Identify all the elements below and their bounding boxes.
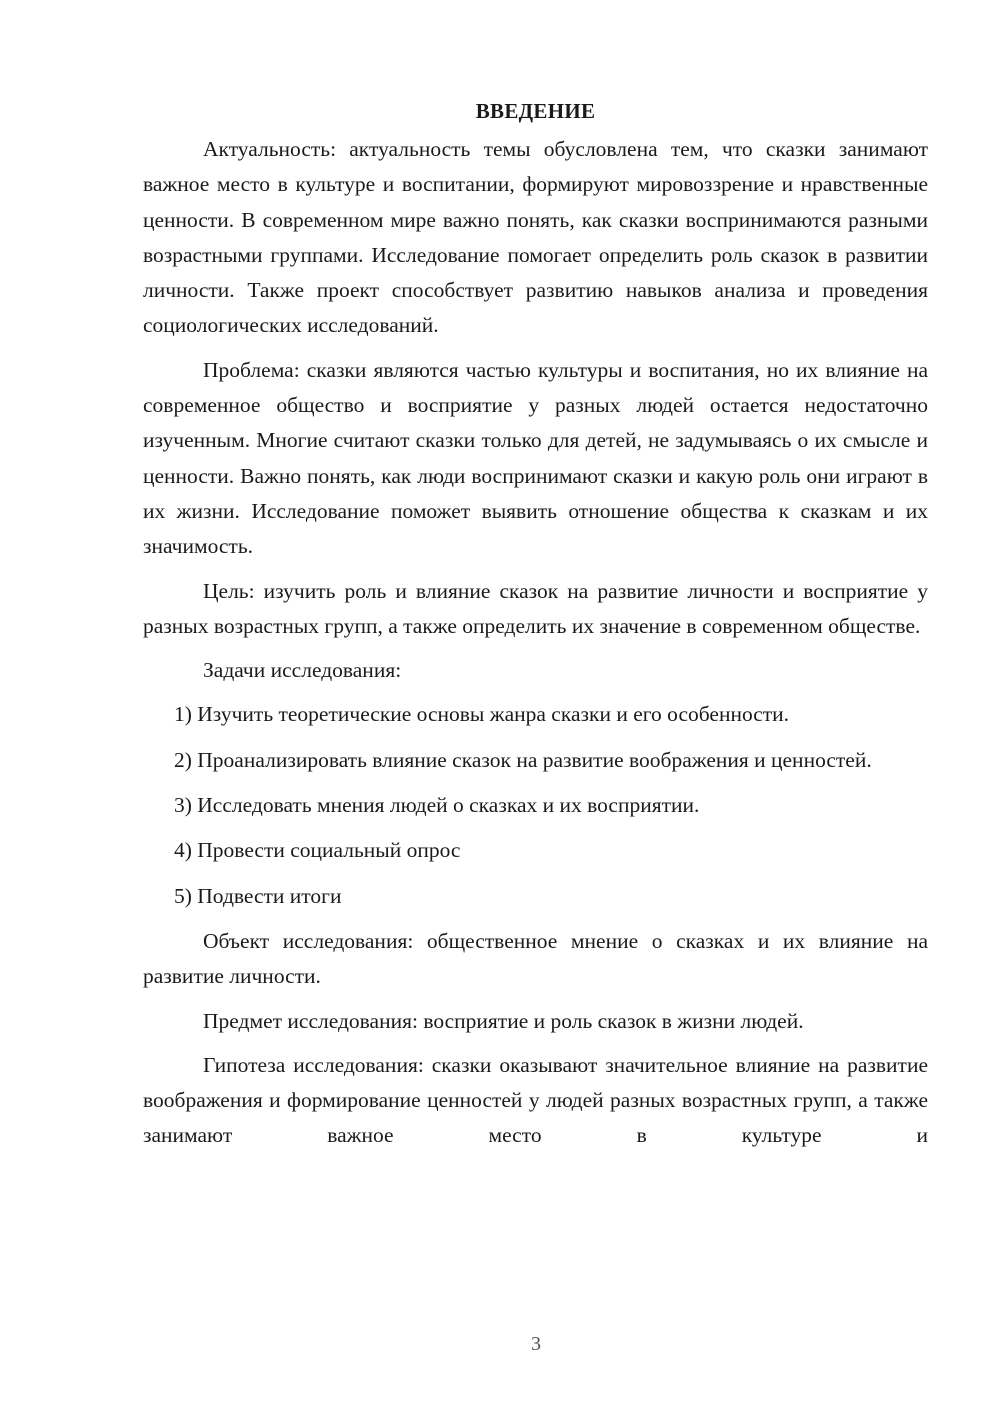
- relevance-paragraph: Актуальность: актуальность темы обусловлена тем, что сказки занимают важное место в культуре и воспитании, формируют мировоззрение и нравственные ценности. В современном мире важно понять, как сказки воспринимаются разными возрастными группами. Исследование помогает определить роль сказок в развитии личности. Также проект способствует развитию навыков анализа и проведения социологических исследований.: [143, 137, 928, 338]
- task-item-4: 4) Провести социальный опрос: [174, 838, 461, 863]
- task-item-1: 1) Изучить теоретические основы жанра сказки и его особенности.: [174, 702, 790, 727]
- subject-paragraph: Предмет исследования: восприятие и роль сказок в жизни людей.: [203, 1008, 804, 1033]
- task-item-3: 3) Исследовать мнения людей о сказках и их восприятии.: [174, 793, 700, 818]
- page-title: ВВЕДЕНИЕ: [475, 99, 596, 123]
- problem-paragraph: Проблема: сказки являются частью культуры и воспитания, но их влияние на современное общество и восприятие у разных людей остается недостаточно изученным. Многие считают сказки только для детей, не задумываясь о их смысле и ценности. Важно понять, как люди воспринимают сказки и какую роль они играют в их жизни. Исследование поможет выявить отношение общества к сказкам и их значимость.: [143, 357, 928, 559]
- task-item-2: 2) Проанализировать влияние сказок на развитие воображения и ценностей.: [174, 747, 872, 772]
- tasks-heading: Задачи исследования:: [203, 658, 402, 683]
- goal-paragraph: Цель: изучить роль и влияние сказок на развитие личности и восприятие у разных возрастных групп, а также определить их значение в современном обществе.: [143, 578, 928, 638]
- page-number: 3: [531, 1333, 541, 1355]
- object-paragraph: Объект исследования: общественное мнение о сказках и их влияние на развитие личности.: [143, 928, 928, 989]
- task-item-5: 5) Подвести итоги: [174, 883, 342, 908]
- hypothesis-paragraph: Гипотеза исследования: сказки оказывают значительное влияние на развитие воображения и формирование ценностей у людей разных возрастных групп, а также занимают важное место в культуре и: [143, 1052, 928, 1148]
- document-page: [143, 96, 928, 1163]
